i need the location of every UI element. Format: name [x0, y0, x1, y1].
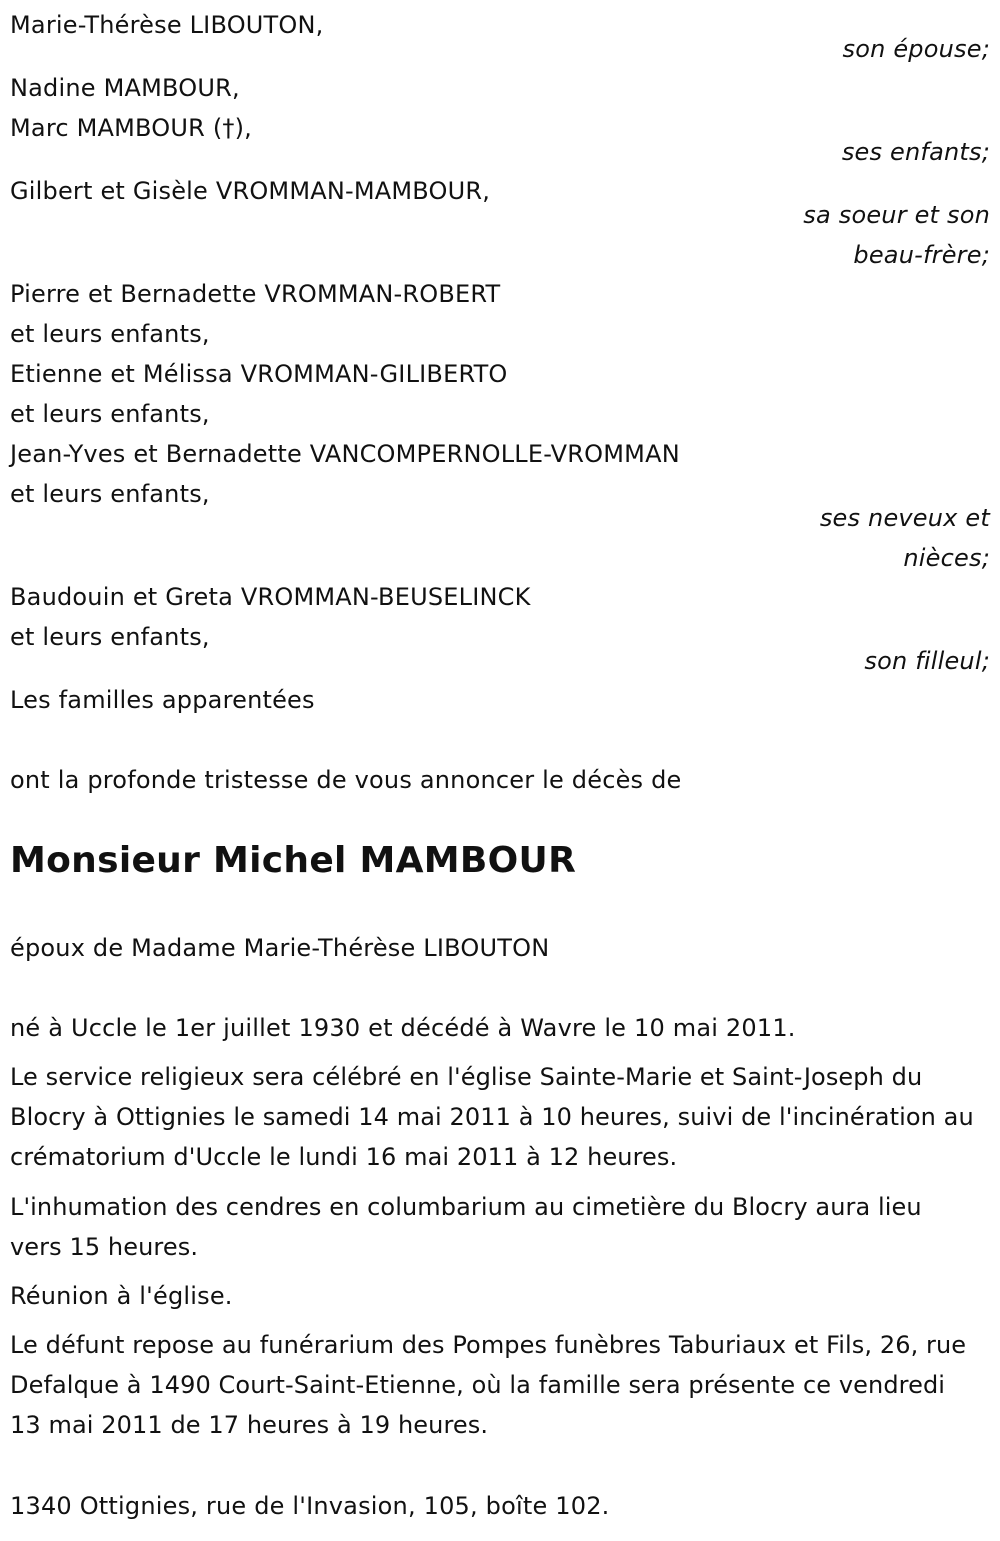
nephew-line-5: Jean-Yves et Bernadette VANCOMPERNOLLE-VROMMAN [10, 440, 680, 468]
godson-line-2: et leurs enfants, [10, 623, 210, 651]
address-text: 1340 Ottignies, rue de l'Invasion, 105, boîte 102. [10, 1492, 610, 1520]
meeting-text: Réunion à l'église. [10, 1282, 233, 1310]
nephews-role-line-1: ses neveux et [819, 504, 990, 532]
announcement-text: ont la profonde tristesse de vous annoncer le décès de [10, 766, 682, 794]
godson-role: son filleul; [864, 647, 990, 675]
nephew-line-1: Pierre et Bernadette VROMMAN-ROBERT [10, 280, 501, 308]
nephew-line-2: et leurs enfants, [10, 320, 210, 348]
child-name-2: Marc MAMBOUR (†), [10, 114, 252, 142]
godson-line-1: Baudouin et Greta VROMMAN-BEUSELINCK [10, 583, 531, 611]
viewing-text: Le défunt repose au funérarium des Pompes funèbres Taburiaux et Fils, 26, rue Defalque à 1490 Court-Saint-Etienne, où la famille sera présente ce vendredi 13 mai 2011 de 17 heures à 19 heures. [10, 1331, 967, 1439]
sibling-role-line-1: sa soeur et son [803, 201, 990, 229]
spouse-name: Marie-Thérèse LIBOUTON, [10, 11, 324, 39]
deceased-name: Monsieur Michel MAMBOUR [10, 840, 577, 881]
nephew-line-3: Etienne et Mélissa VROMMAN-GILIBERTO [10, 360, 508, 388]
birth-death-text: né à Uccle le 1er juillet 1930 et décédé à Wavre le 10 mai 2011. [10, 1014, 796, 1042]
relatives-line: Les familles apparentées [10, 686, 315, 714]
children-role: ses enfants; [841, 138, 990, 166]
burial-text: L'inhumation des cendres en columbarium au cimetière du Blocry aura lieu vers 15 heures. [10, 1193, 922, 1261]
sibling-name: Gilbert et Gisèle VROMMAN-MAMBOUR, [10, 177, 491, 205]
service-text: Le service religieux sera célébré en l'église Sainte-Marie et Saint-Joseph du Blocry à Ottignies le samedi 14 mai 2011 à 10 heures, suivi de l'incinération au crématorium d'Uccle le lundi 16 mai 2011 à 12 heures. [10, 1063, 974, 1171]
child-name-1: Nadine MAMBOUR, [10, 74, 240, 102]
nephew-line-4: et leurs enfants, [10, 400, 210, 428]
nephew-line-6: et leurs enfants, [10, 480, 210, 508]
deceased-spouse-line: époux de Madame Marie-Thérèse LIBOUTON [10, 934, 550, 962]
nephews-role-line-2: nièces; [903, 544, 990, 572]
sibling-role-line-2: beau-frère; [853, 241, 990, 269]
spouse-role: son épouse; [842, 35, 990, 63]
